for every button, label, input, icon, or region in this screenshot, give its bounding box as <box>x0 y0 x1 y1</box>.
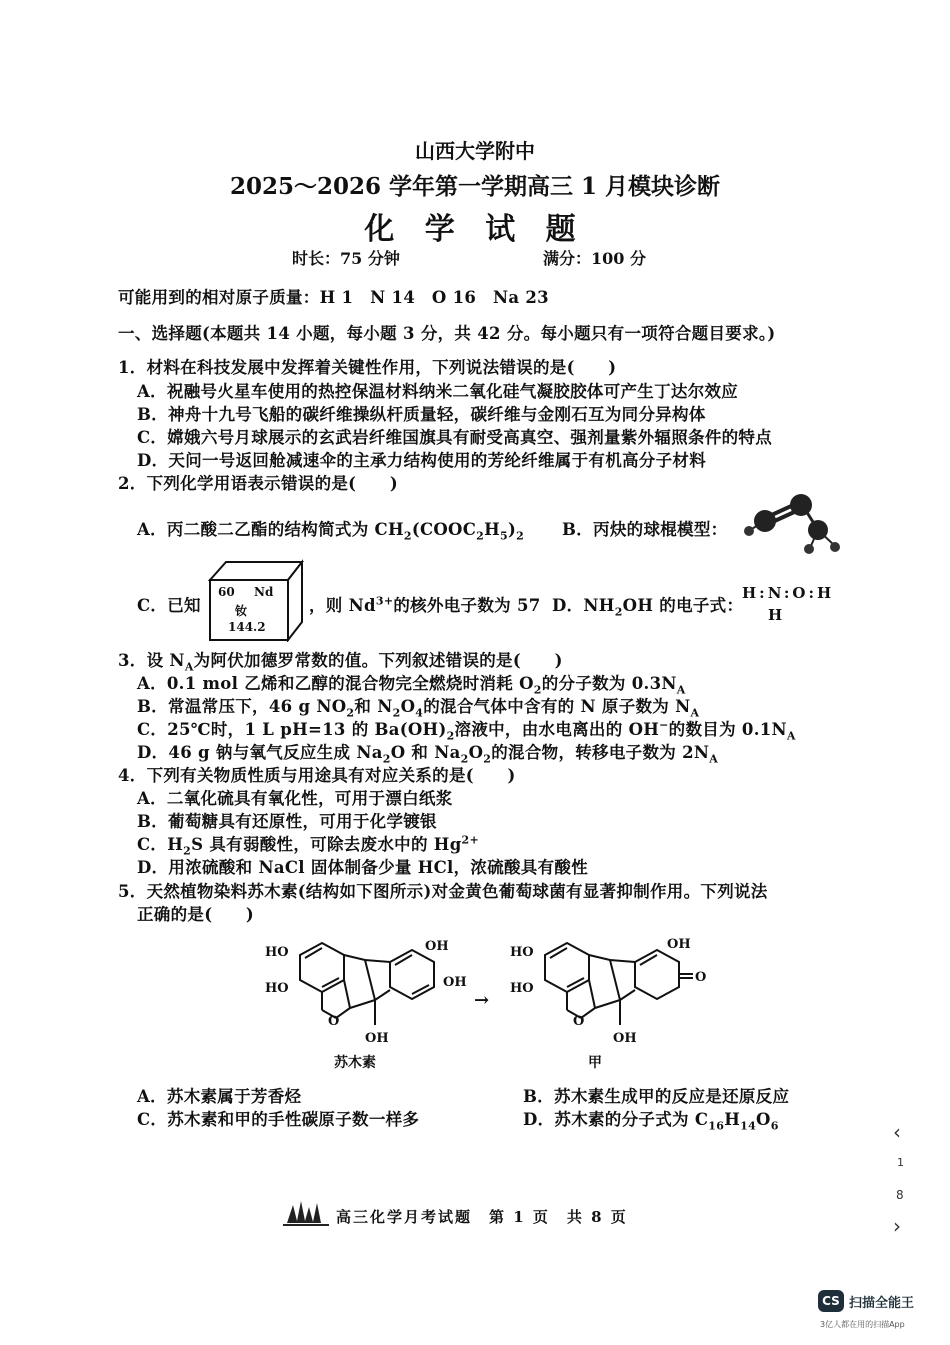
product-label: 甲 <box>588 1055 602 1071</box>
q3-option-b: B．常温常压下，46 g $NO_2$和 $N_2O_4$的混合气体中含有的 N 原子数为 $N_A$ <box>137 697 700 720</box>
svg-text:HO: HO <box>510 945 534 960</box>
q2-option-c: C．已知 <box>137 596 201 615</box>
q2-option-c-text: ，则 $Nd^{3+}$的核外电子数为 57 <box>309 594 541 615</box>
school-name: 山西大学附中 <box>415 139 535 163</box>
q4-option-d: D．用浓硫酸和 NaCl 固体制备少量 HCl，浓硫酸具有酸性 <box>137 858 589 877</box>
q4-option-c: C．$H_2S$ 具有弱酸性，可除去废水中的 $Hg^{2+}$ <box>137 833 480 858</box>
exam-duration: 时长：75 分钟 <box>292 249 400 268</box>
sappanin-label: 苏木素 <box>334 1055 376 1071</box>
hydroxylamine-lewis-bottom: H <box>768 606 783 624</box>
reaction-arrow: → <box>474 990 490 1011</box>
camscanner-brand: 扫描全能王 <box>849 1296 915 1311</box>
next-page-icon[interactable]: › <box>893 1214 901 1238</box>
q2-option-b: B．丙炔的球棍模型： <box>562 520 728 539</box>
svg-text:OH: OH <box>443 975 467 990</box>
q1-option-a: A．祝融号火星车使用的热控保温材料纳米二氧化硅气凝胶胶体可产生丁达尔效应 <box>137 382 739 401</box>
svg-text:OH: OH <box>613 1031 637 1046</box>
total-pages: 8 <box>896 1188 904 1202</box>
q5-stem-line1: 5．天然植物染料苏木素(结构如下图所示)对金黄色葡萄球菌有显著抑制作用。下列说法 <box>118 882 768 901</box>
svg-text:OH: OH <box>365 1031 389 1046</box>
q3-option-a: A．0.1 mol 乙烯和乙醇的混合物完全燃烧时消耗 $O_2$的分子数为 $0.3N_A$ <box>137 674 686 697</box>
svg-text:OH: OH <box>667 937 691 952</box>
sappanin-structure <box>260 930 480 1055</box>
school-logo <box>283 1195 333 1229</box>
q5-option-c: C．苏木素和甲的手性碳原子数一样多 <box>137 1110 420 1129</box>
q1-option-b: B．神舟十九号飞船的碳纤维操纵杆质量轻，碳纤维与金刚石互为同分异构体 <box>137 405 706 424</box>
q2-option-a: A．丙二酸二乙酯的结构简式为 $CH_2(COOC_2H_5)_2$ <box>137 520 525 543</box>
svg-text:O: O <box>573 1014 585 1029</box>
full-score: 满分：100 分 <box>543 249 646 268</box>
page-footer: 高三化学月考试题 第 1 页 共 8 页 <box>336 1208 628 1226</box>
q3-option-d: D．46 g 钠与氧气反应生成 $Na_2O$ 和 $Na_2O_2$的混合物，转移电子数为 $2N_A$ <box>137 743 719 766</box>
q1-option-c: C．嫦娥六号月球展示的玄武岩纤维国旗具有耐受高真空、强剂量紫外辐照条件的特点 <box>137 428 773 447</box>
svg-text:HO: HO <box>510 981 534 996</box>
q5-option-d: D．苏木素的分子式为 $C_{16}H_{14}O_6$ <box>523 1110 779 1133</box>
cube-element-name: 钕 <box>235 604 248 618</box>
q5-option-b: B．苏木素生成甲的反应是还原反应 <box>523 1087 790 1106</box>
q1-option-d: D．天问一号返回舱减速伞的主承力结构使用的芳纶纤维属于有机高分子材料 <box>137 451 707 470</box>
product-structure <box>505 930 725 1055</box>
q1-stem: 1．材料在科技发展中发挥着关键性作用，下列说法错误的是( ) <box>118 358 617 377</box>
q3-stem: 3．设 $N_A$为阿伏加德罗常数的值。下列叙述错误的是( ) <box>118 651 563 674</box>
q2-option-d: D．$NH_2OH$ 的电子式： <box>552 596 744 619</box>
camscanner-slogan: 3亿人都在用的扫描App <box>820 1320 905 1329</box>
q5-option-a: A．苏木素属于芳香烃 <box>137 1087 302 1106</box>
camscanner-logo-icon: CS <box>818 1290 844 1312</box>
cube-atomic-mass: 144.2 <box>228 620 266 634</box>
q3-option-c: C．25℃时，1 L pH=13 的 $Ba(OH)_2$溶液中，由水电离出的 OH−的数目为 $0.1N_A$ <box>137 718 796 743</box>
cube-atomic-number: 60 <box>218 585 235 599</box>
svg-text:OH: OH <box>425 939 449 954</box>
svg-text:O: O <box>328 1014 340 1029</box>
q2-stem: 2．下列化学用语表示错误的是( ) <box>118 474 398 493</box>
propyne-ball-stick-model <box>740 488 840 558</box>
current-page: 1 <box>897 1156 904 1169</box>
atomic-masses: 可能用到的相对原子质量：H 1 N 14 O 16 Na 23 <box>118 288 549 307</box>
q4-stem: 4．下列有关物质性质与用途具有对应关系的是( ) <box>118 766 516 785</box>
q4-option-a: A．二氧化硫具有氧化性，可用于漂白纸浆 <box>137 789 453 808</box>
subject-title: 化 学 试 题 <box>364 212 586 247</box>
svg-text:O: O <box>695 970 707 985</box>
svg-text:HO: HO <box>265 981 289 996</box>
section-heading: 一、选择题(本题共 14 小题，每小题 3 分，共 42 分。每小题只有一项符合题目要求。) <box>118 324 776 343</box>
q4-option-b: B．葡萄糖具有还原性，可用于化学镀银 <box>137 812 437 831</box>
svg-text:HO: HO <box>265 945 289 960</box>
exam-title: 2025～2026 学年第一学期高三 1 月模块诊断 <box>229 173 721 200</box>
q5-stem-line2: 正确的是( ) <box>137 905 255 924</box>
prev-page-icon[interactable]: ‹ <box>893 1120 901 1144</box>
cube-symbol: Nd <box>254 585 274 599</box>
hydroxylamine-lewis-top: H:N:O:H <box>742 584 835 602</box>
